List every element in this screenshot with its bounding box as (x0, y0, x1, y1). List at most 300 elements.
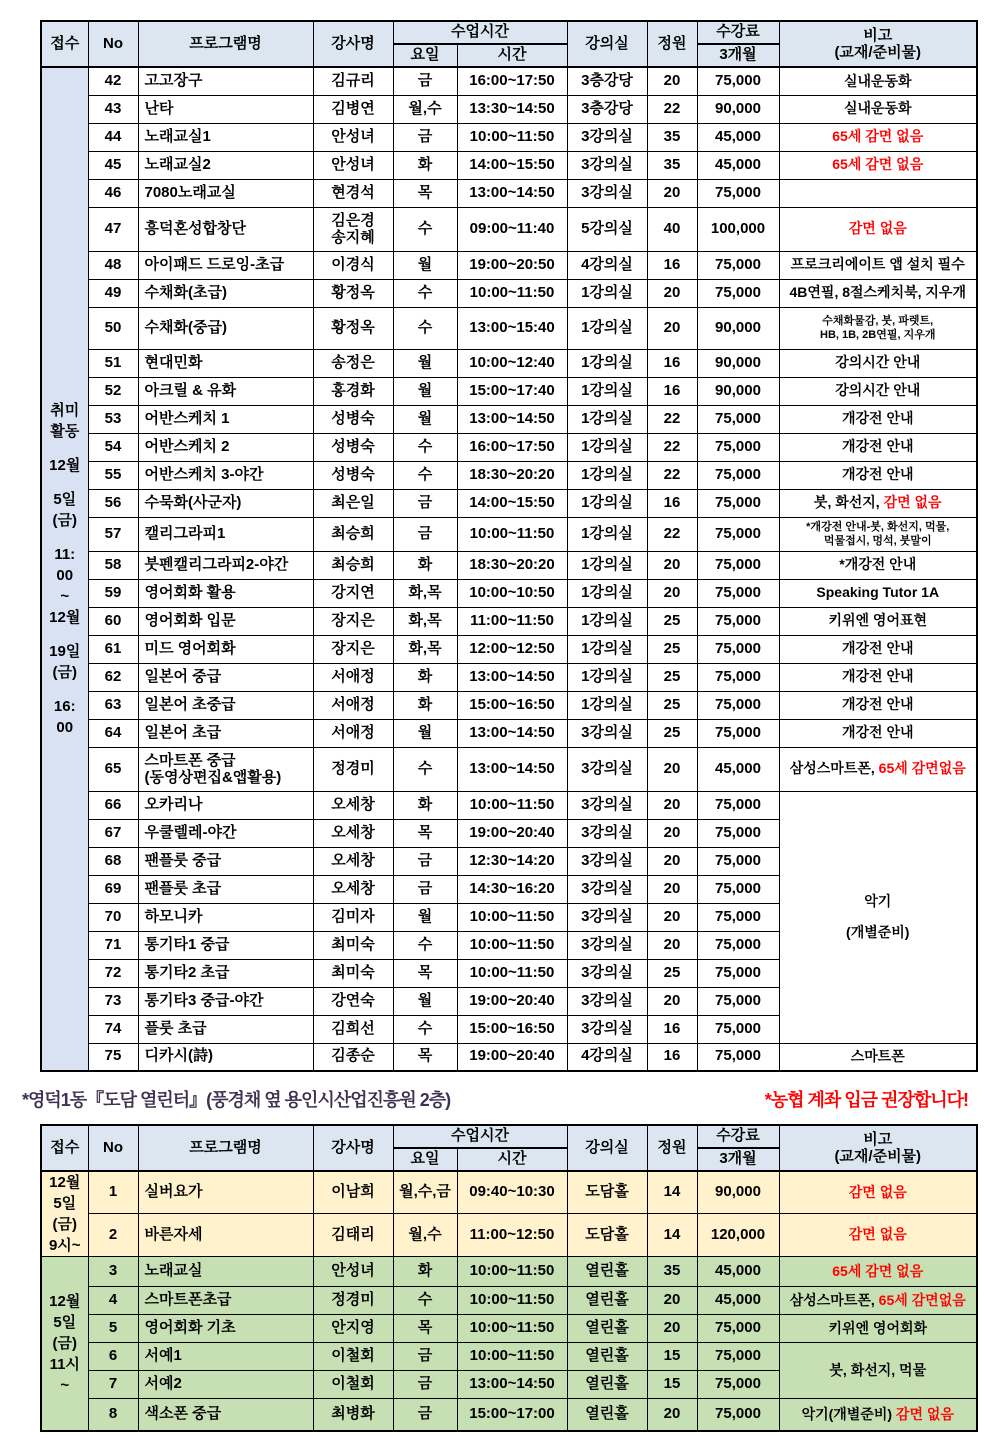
cell-capacity: 35 (647, 1257, 697, 1287)
text-line: 5일 (53, 491, 77, 508)
note-line (782, 584, 975, 602)
cell-capacity: 16 (647, 489, 697, 517)
text-line: 수묵화(사군자) (144, 493, 242, 511)
cell-note (779, 1315, 977, 1343)
cell-time: 10:00~11:50 (457, 903, 567, 931)
cell-program-name (138, 607, 313, 635)
cell-instructor (313, 847, 393, 875)
cell-instructor (313, 691, 393, 719)
text-line: 김미자 (331, 907, 375, 925)
cell-no: 51 (88, 349, 138, 377)
note-highlight: 65세 감면 없음 (832, 156, 924, 173)
table-row (41, 251, 977, 279)
cell-room: 3강의실 (567, 903, 647, 931)
text-line: 통기타1 중급 (144, 935, 230, 953)
cell-note (779, 307, 977, 349)
cell-capacity: 25 (647, 663, 697, 691)
cell-room: 3층강당 (567, 95, 647, 123)
note-text: 강의시간 안내 (835, 382, 921, 399)
table-row (41, 207, 977, 251)
note-text: 키위엔 영어회화 (828, 1319, 928, 1336)
note-line (782, 1048, 975, 1066)
note-text: 개강전 안내 (841, 640, 914, 657)
cell-program-name (138, 875, 313, 903)
note-line (782, 382, 975, 400)
reception-period-cell (41, 1257, 88, 1431)
note-text: 개강전 안내 (841, 438, 914, 455)
cell-program-name (138, 791, 313, 819)
text-line: (금) (52, 512, 77, 529)
cell-room: 3강의실 (567, 819, 647, 847)
cell-time: 10:00~11:50 (457, 791, 567, 819)
col-header-room: 강의실 (567, 21, 647, 67)
table-row (41, 719, 977, 747)
col-header-fee: 수강료 (697, 21, 779, 44)
text-line: 통기타3 중급-야간 (144, 991, 264, 1009)
cell-time: 19:00~20:50 (457, 251, 567, 279)
cell-note (779, 663, 977, 691)
text-line: 팬플룻 초급 (144, 879, 222, 897)
note-line (782, 668, 975, 686)
text-line: 하모니카 (144, 907, 203, 925)
cell-program-name (138, 151, 313, 179)
text-line: 00 (56, 719, 74, 736)
note-line (782, 760, 975, 778)
cell-instructor (313, 405, 393, 433)
cell-note (779, 517, 977, 551)
cell-fee: 45,000 (697, 747, 779, 791)
note-text: 개강전 안내 (841, 466, 914, 483)
cell-program-name (138, 747, 313, 791)
cell-day: 월 (393, 903, 457, 931)
cell-room: 5강의실 (567, 207, 647, 251)
cell-capacity: 20 (647, 747, 697, 791)
text-line: 현경석 (331, 183, 375, 201)
cell-capacity: 16 (647, 251, 697, 279)
cell-room: 3강의실 (567, 987, 647, 1015)
cell-note (779, 579, 977, 607)
cell-note (779, 719, 977, 747)
text-line: 오세창 (331, 823, 375, 841)
cell-capacity: 20 (647, 1315, 697, 1343)
cell-capacity: 16 (647, 377, 697, 405)
cell-program-name (138, 95, 313, 123)
cell-instructor (313, 819, 393, 847)
table-body (41, 67, 977, 1071)
table-row (41, 791, 977, 819)
table-row (41, 489, 977, 517)
note-text: 수채화물감, 붓, 파렛트, (822, 314, 934, 327)
cell-no: 73 (88, 987, 138, 1015)
cell-capacity: 16 (647, 349, 697, 377)
cell-note (779, 1214, 977, 1257)
text-line: 팬플룻 중급 (144, 851, 222, 869)
text-line: 황정옥 (331, 318, 375, 336)
col-header-fee-period: 3개월 (697, 44, 779, 67)
table-row (41, 691, 977, 719)
text-line: 성병숙 (331, 465, 375, 483)
cell-day: 월 (393, 349, 457, 377)
text-line: 아크릴 & 유화 (144, 381, 237, 399)
cell-fee: 75,000 (697, 1343, 779, 1371)
cell-time: 10:00~11:50 (457, 931, 567, 959)
text-line: 김희선 (331, 1019, 375, 1037)
text-line: 영어회화 활용 (144, 583, 236, 601)
cell-room: 1강의실 (567, 579, 647, 607)
cell-time: 11:00~12:50 (457, 1214, 567, 1257)
cell-time: 15:00~16:50 (457, 691, 567, 719)
dodam-open-center-schedule-table (40, 1124, 978, 1432)
cell-program-name (138, 551, 313, 579)
cell-instructor (313, 791, 393, 819)
cell-program-name (138, 179, 313, 207)
col-header-capacity: 정원 (647, 1125, 697, 1171)
cell-fee: 75,000 (697, 959, 779, 987)
text-line: ~ (60, 1376, 70, 1394)
cell-capacity: 20 (647, 579, 697, 607)
note-line (782, 520, 975, 534)
cell-fee: 75,000 (697, 67, 779, 95)
cell-room: 도담홀 (567, 1171, 647, 1214)
table-row (41, 1399, 977, 1431)
text-line: 노래교실1 (144, 127, 211, 145)
table-row (41, 279, 977, 307)
text-line: 안지영 (331, 1319, 375, 1337)
cell-fee: 75,000 (697, 551, 779, 579)
cell-program-name (138, 579, 313, 607)
cell-room: 1강의실 (567, 405, 647, 433)
cell-note (779, 791, 977, 1043)
text-line: 서애정 (331, 723, 375, 741)
text-line: (금) (52, 1216, 77, 1233)
cell-note (779, 1171, 977, 1214)
cell-no: 59 (88, 579, 138, 607)
cell-room: 열린홀 (567, 1371, 647, 1399)
cell-time: 14:00~15:50 (457, 489, 567, 517)
text-line: 성병숙 (331, 409, 375, 427)
col-header-program: 프로그램명 (138, 21, 313, 67)
cell-program-name (138, 1371, 313, 1399)
note-line (782, 438, 975, 456)
cell-note (779, 123, 977, 151)
cell-instructor (313, 349, 393, 377)
cell-fee: 75,000 (697, 1043, 779, 1071)
cell-room: 1강의실 (567, 307, 647, 349)
note-text: Speaking Tutor 1A (816, 584, 940, 601)
note-text: (개별준비) (846, 923, 910, 940)
text-line: 12월 (49, 1174, 81, 1191)
text-line: 강지연 (331, 583, 375, 601)
cell-program-name (138, 819, 313, 847)
cell-time: 19:00~20:40 (457, 1043, 567, 1071)
note-text: 개강전 안내 (841, 410, 914, 427)
cell-room: 3강의실 (567, 747, 647, 791)
cell-note (779, 67, 977, 95)
cell-program-name (138, 931, 313, 959)
cell-room: 열린홀 (567, 1287, 647, 1315)
cell-day: 금 (393, 847, 457, 875)
table-header (41, 21, 977, 67)
cell-fee: 75,000 (697, 663, 779, 691)
cell-instructor (313, 1343, 393, 1371)
text-line: 캘리그라피1 (144, 524, 226, 542)
cell-day: 화,목 (393, 635, 457, 663)
note-text: 개강전 안내 (841, 724, 914, 741)
note-highlight: 감면 없음 (848, 1183, 907, 1200)
table-row (41, 151, 977, 179)
cell-room: 1강의실 (567, 461, 647, 489)
cell-fee: 75,000 (697, 279, 779, 307)
note-text: 삼성스마트폰, (789, 760, 879, 777)
cell-capacity: 20 (647, 847, 697, 875)
text-line: 최병화 (331, 1404, 375, 1422)
cell-instructor (313, 579, 393, 607)
table-row (41, 607, 977, 635)
note-text: 4B연필, 8절스케치북, 지우개 (789, 284, 966, 301)
cell-instructor (313, 931, 393, 959)
cell-no: 53 (88, 405, 138, 433)
cell-note (779, 377, 977, 405)
cell-no: 49 (88, 279, 138, 307)
note-text: 실내운동화 (843, 72, 912, 89)
cell-note (779, 251, 977, 279)
cell-instructor (313, 1371, 393, 1399)
col-header-program: 프로그램명 (138, 1125, 313, 1171)
cell-time: 09:00~11:40 (457, 207, 567, 251)
cell-room: 3강의실 (567, 1015, 647, 1043)
text-line: 색소폰 중급 (144, 1404, 222, 1422)
cell-program-name (138, 1315, 313, 1343)
cell-capacity: 22 (647, 405, 697, 433)
note-text: 붓, 화선지, (813, 494, 884, 511)
cell-fee: 90,000 (697, 95, 779, 123)
text-line: 김규리 (331, 71, 375, 89)
text-line: 5일 (53, 1313, 77, 1331)
cell-program-name (138, 461, 313, 489)
cell-no: 56 (88, 489, 138, 517)
cell-day: 화 (393, 663, 457, 691)
text-line: 송지혜 (331, 229, 375, 246)
text-line: 일본어 초중급 (144, 695, 236, 713)
text-line: 영어회화 입문 (144, 611, 236, 629)
cell-no: 5 (88, 1315, 138, 1343)
note-line (782, 128, 975, 146)
cell-room: 3강의실 (567, 847, 647, 875)
col-header-room: 강의실 (567, 1125, 647, 1171)
cell-room: 3강의실 (567, 959, 647, 987)
cell-no: 69 (88, 875, 138, 903)
col-header-class-time: 수업시간 (393, 1125, 567, 1148)
cell-instructor (313, 517, 393, 551)
cell-no: 64 (88, 719, 138, 747)
cell-time: 10:00~11:50 (457, 1257, 567, 1287)
note-text: 강의시간 안내 (835, 354, 921, 371)
table-row (41, 517, 977, 551)
note-highlight: 65세 감면 없음 (832, 1262, 924, 1279)
cell-no: 55 (88, 461, 138, 489)
cell-program-name (138, 67, 313, 95)
cell-fee: 75,000 (697, 903, 779, 931)
table-row (41, 123, 977, 151)
cell-time: 12:30~14:20 (457, 847, 567, 875)
cell-fee: 90,000 (697, 349, 779, 377)
col-header-day: 요일 (393, 44, 457, 67)
cell-day: 금 (393, 1343, 457, 1371)
cell-instructor (313, 67, 393, 95)
cell-no: 58 (88, 551, 138, 579)
cell-capacity: 20 (647, 1287, 697, 1315)
text-line: 통기타2 초급 (144, 963, 230, 981)
text-line: 안성녀 (331, 155, 375, 173)
text-line: 안성녀 (331, 1262, 375, 1280)
between-notice (22, 1086, 974, 1112)
cell-instructor (313, 151, 393, 179)
cell-instructor (313, 1315, 393, 1343)
cell-capacity: 15 (647, 1371, 697, 1399)
cell-no: 46 (88, 179, 138, 207)
text-line: 노래교실2 (144, 155, 211, 173)
cell-no: 61 (88, 635, 138, 663)
note-text: 실내운동화 (843, 100, 912, 117)
cell-day: 금 (393, 517, 457, 551)
text-line: 최은일 (331, 493, 375, 511)
cell-fee: 45,000 (697, 1287, 779, 1315)
table-row (41, 1287, 977, 1315)
text-line: 영어회화 기초 (144, 1319, 236, 1337)
note-line (782, 328, 975, 342)
cell-capacity: 20 (647, 987, 697, 1015)
text-line: 강연숙 (331, 991, 375, 1009)
table-row (41, 747, 977, 791)
cell-day: 화,목 (393, 607, 457, 635)
cell-note (779, 151, 977, 179)
cell-room: 3강의실 (567, 719, 647, 747)
table-header (41, 1125, 977, 1171)
table-row (41, 349, 977, 377)
cell-no: 50 (88, 307, 138, 349)
cell-no: 6 (88, 1343, 138, 1371)
cell-room: 도담홀 (567, 1214, 647, 1257)
cell-day: 목 (393, 1315, 457, 1343)
text-line: 최승희 (331, 524, 375, 542)
text-line: 바른자세 (144, 1225, 203, 1243)
cell-room: 4강의실 (567, 1043, 647, 1071)
cell-day: 목 (393, 959, 457, 987)
cell-no: 52 (88, 377, 138, 405)
cell-time: 18:30~20:20 (457, 551, 567, 579)
cell-day: 월 (393, 251, 457, 279)
cell-program-name (138, 1171, 313, 1214)
cell-no: 67 (88, 819, 138, 847)
cell-room: 1강의실 (567, 607, 647, 635)
text-line: 활동 (50, 423, 80, 440)
note-line (782, 1406, 975, 1424)
cell-room: 열린홀 (567, 1315, 647, 1343)
text-line: 11: (54, 546, 76, 563)
cell-day: 수 (393, 279, 457, 307)
cell-capacity: 20 (647, 307, 697, 349)
cell-instructor (313, 747, 393, 791)
table-row (41, 433, 977, 461)
cell-no: 66 (88, 791, 138, 819)
text-line: 디카시(詩) (144, 1047, 213, 1065)
text-line: 최미숙 (331, 963, 375, 981)
col-header-note (779, 21, 977, 67)
cell-day: 월 (393, 377, 457, 405)
cell-program-name (138, 1043, 313, 1071)
note-line (782, 284, 975, 302)
col-header-fee-period: 3개월 (697, 1148, 779, 1171)
cell-day: 수 (393, 207, 457, 251)
cell-note (779, 1043, 977, 1071)
cell-note (779, 1343, 977, 1399)
cell-day: 월 (393, 405, 457, 433)
cell-no: 71 (88, 931, 138, 959)
program-table-upper (40, 20, 992, 1072)
cell-no: 42 (88, 67, 138, 95)
cell-fee: 75,000 (697, 931, 779, 959)
cell-note (779, 405, 977, 433)
cell-instructor (313, 1214, 393, 1257)
cell-room: 1강의실 (567, 635, 647, 663)
text-line: 서예2 (144, 1375, 182, 1393)
payment-note: *농협 계좌 입금 권장합니다! (764, 1090, 968, 1110)
col-header-note (779, 1125, 977, 1171)
cell-room: 1강의실 (567, 517, 647, 551)
cell-instructor (313, 251, 393, 279)
cell-day: 화,목 (393, 579, 457, 607)
cell-program-name (138, 635, 313, 663)
cell-no: 74 (88, 1015, 138, 1043)
cell-fee: 75,000 (697, 433, 779, 461)
cell-note (779, 1287, 977, 1315)
text-line: 7080노래교실 (144, 183, 236, 201)
cell-instructor (313, 875, 393, 903)
note-line (782, 724, 975, 742)
cell-fee: 75,000 (697, 1371, 779, 1399)
col-header-capacity: 정원 (647, 21, 697, 67)
cell-day: 수 (393, 1287, 457, 1315)
cell-instructor (313, 607, 393, 635)
cell-day: 화 (393, 151, 457, 179)
note-highlight: 65세 감면없음 (878, 1291, 966, 1308)
col-header-no: No (88, 1125, 138, 1171)
reception-period-cell (41, 1171, 88, 1257)
text-line: 일본어 중급 (144, 667, 222, 685)
cell-time: 13:00~14:50 (457, 663, 567, 691)
cell-note (779, 747, 977, 791)
cell-day: 화 (393, 791, 457, 819)
col-header-fee: 수강료 (697, 1125, 779, 1148)
cell-time: 16:00~17:50 (457, 67, 567, 95)
table-row (41, 1315, 977, 1343)
cell-room: 1강의실 (567, 377, 647, 405)
cell-capacity: 25 (647, 959, 697, 987)
cell-fee: 75,000 (697, 179, 779, 207)
cell-time: 10:00~11:50 (457, 123, 567, 151)
cell-fee: 75,000 (697, 1315, 779, 1343)
cell-room: 1강의실 (567, 433, 647, 461)
cell-room: 1강의실 (567, 489, 647, 517)
cell-no: 7 (88, 1371, 138, 1399)
note-text: 붓, 화선지, 먹물 (829, 1361, 927, 1378)
cell-instructor (313, 1399, 393, 1431)
text-line: 김종순 (331, 1047, 375, 1065)
program-table-lower (40, 1124, 992, 1432)
cell-capacity: 20 (647, 551, 697, 579)
cell-fee: 120,000 (697, 1214, 779, 1257)
note-line (782, 1263, 975, 1281)
